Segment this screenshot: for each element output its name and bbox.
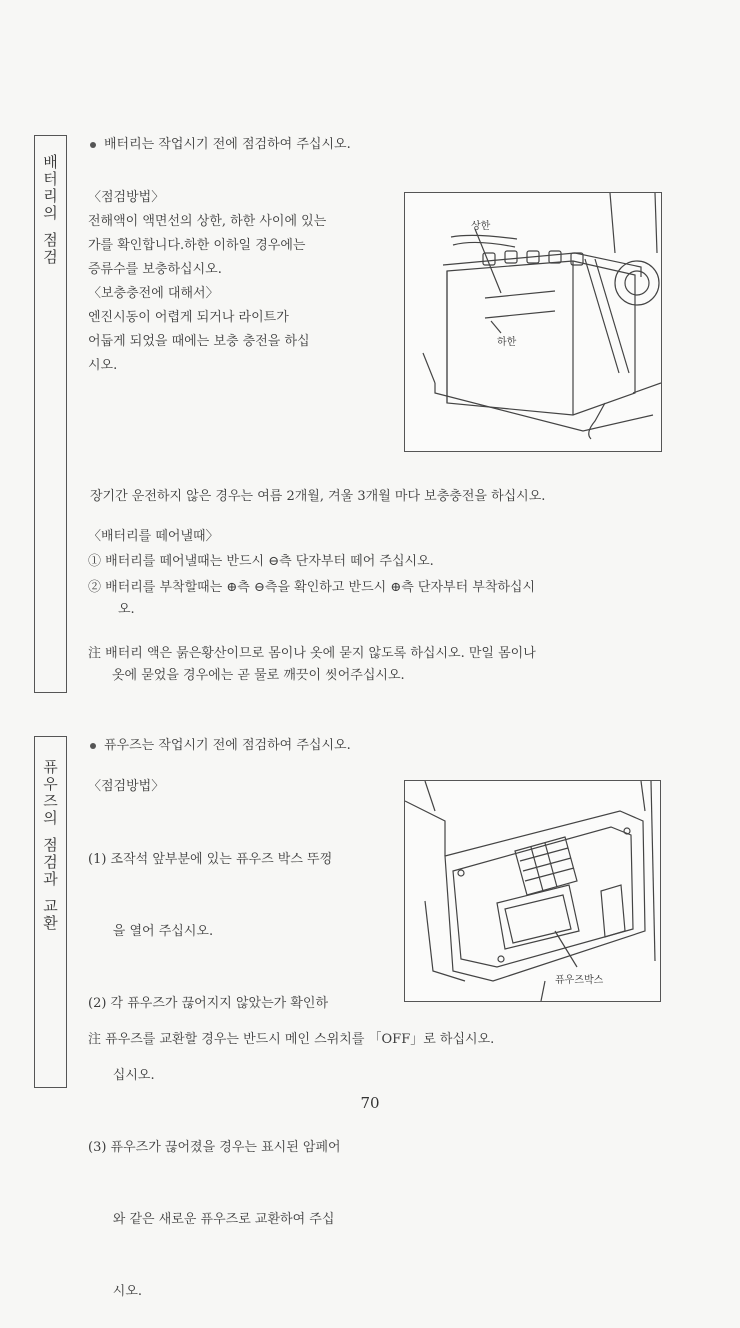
upper-level-label: 상한 (471, 221, 491, 232)
battery-warning: 注 배터리 액은 묽은황산이므로 몸이나 옷에 묻지 않도록 하십시오. 만일 몸이나 (88, 646, 536, 661)
bullet-icon (90, 743, 96, 749)
battery-warning-cont: 옷에 묻었을 경우에는 곧 물로 깨끗이 씻어주십시오. (112, 668, 405, 683)
battery-method-heading: 〈점검방법〉 (88, 190, 165, 205)
battery-section-frame (34, 135, 67, 693)
battery-method-text: 전해액이 액면선의 상한, 하한 사이에 있는 가를 확인합니다.하한 이하일 경우에는 증류수를 보충하십시오. 〈보충충전에 대해서〉 엔진시동이 어렵게 되거나 라이트가 어둡게 되었을 때에는 보충 충전을 하십 시오. (88, 214, 327, 373)
battery-section-title: 배 터 리 의 점 검 (43, 153, 58, 266)
lower-level-label: 하한 (497, 337, 517, 348)
fuse-section-title: 퓨 우 즈 의 점 검 과 교 환 (43, 758, 58, 932)
battery-removal-step-2-cont: 오. (118, 602, 135, 617)
fuse-box-figure (404, 780, 661, 1002)
fuse-method-heading: 〈점검방법〉 (88, 779, 165, 794)
fuse-note: 注 퓨우즈를 교환할 경우는 반드시 메인 스위치를 「OFF」로 하십시오. (88, 1032, 495, 1047)
battery-removal-step-1: ① 배터리를 떼어낼때는 반드시 ⊖측 단자부터 떼어 주십시오. (88, 554, 434, 569)
fuse-box-illustration (405, 781, 660, 1001)
page-number: 70 (360, 1094, 380, 1112)
battery-bullet: 배터리는 작업시기 전에 점검하여 주십시오. (90, 135, 351, 155)
fuse-box-label: 퓨우즈박스 (555, 975, 604, 986)
battery-storage-note: 장기간 운전하지 않은 경우는 여름 2개월, 겨울 3개월 마다 보충충전을 하십시오. (90, 489, 546, 504)
fuse-steps: (1) 조작석 앞부분에 있는 퓨우즈 박스 뚜껑 을 열어 주십시오. (2) 각 퓨우즈가 끊어지지 않았는가 확인하 십시오. (3) 퓨우즈가 끊어졌을 경우는 표시된 암페어 와 같은 새로운 퓨우즈로 교환하여 주십 시오. (88, 852, 341, 1299)
bullet-icon (90, 142, 96, 148)
fuse-bullet: 퓨우즈는 작업시기 전에 점검하여 주십시오. (90, 736, 351, 756)
battery-removal-step-2: ② 배터리를 부착할때는 ⊕측 ⊖측을 확인하고 반드시 ⊕측 단자부터 부착하십시 (88, 580, 536, 595)
battery-figure (404, 192, 662, 452)
battery-removal-heading: 〈배터리를 떼어낼때〉 (88, 529, 219, 544)
battery-illustration (405, 193, 661, 451)
fuse-section-frame (34, 736, 67, 1088)
